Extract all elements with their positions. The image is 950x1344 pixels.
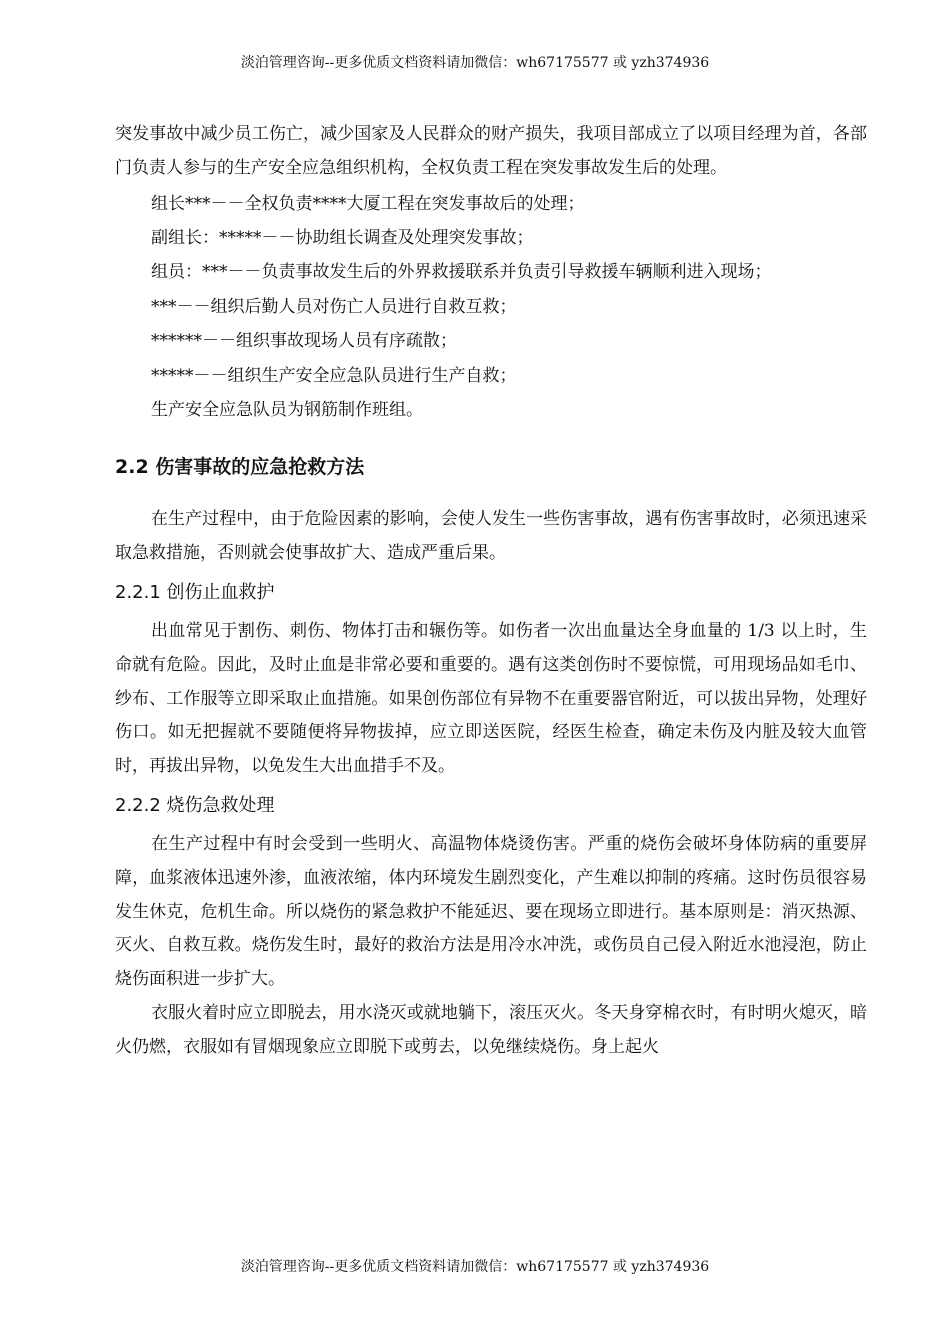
section-2-2-2-heading: 2.2.2 烧伤急救处理 bbox=[115, 795, 275, 817]
page-footer: 淡泊管理咨询--更多优质文档资料请加微信：wh67175577 或 yzh374936 bbox=[240, 1259, 710, 1275]
org-line-self-rescue: *****－－组织生产安全应急队员进行生产自救； bbox=[151, 365, 517, 386]
section-2-2-paragraph: 在生产过程中，由于危险因素的影响，会使人发生一些伤害事故，遇有伤害事故时，必须迅速采取急救措施，否则就会使事故扩大、造成严重后果。 bbox=[115, 509, 867, 564]
document-body bbox=[115, 118, 867, 1065]
org-line-member: 组员：***－－负责事故发生后的外界救援联系并负责引导救援车辆顺利进入现场； bbox=[151, 262, 772, 283]
section-2-2-1-paragraph: 出血常见于割伤、刺伤、物体打击和辗伤等。如伤者一次出血量达全身血量的 1/3 以上时，生命就有危险。因此，及时止血是非常必要和重要的。遇有这类创伤时不要惊慌，可用现场品如毛巾、纱布、工作服等立即采取止血措施。如果创伤部位有异物不在重要器官附近，可以拔出异物，处理好伤口。如无把握就不要随便将异物拔掉，应立即送医院，经医生检查，确定未伤及内脏及较大血管时，再拔出异物，以免发生大出血措手不及。 bbox=[115, 621, 867, 777]
org-line-logistics: ***－－组织后勤人员对伤亡人员进行自救互救； bbox=[151, 296, 517, 317]
org-line-leader: 组长***－－全权负责****大厦工程在突发事故后的处理； bbox=[151, 193, 585, 214]
org-line-team: 生产安全应急队员为钢筋制作班组。 bbox=[151, 400, 423, 421]
org-line-deputy: 副组长：*****－－协助组长调查及处理突发事故； bbox=[151, 228, 534, 248]
org-line-evacuation: ******－－组织事故现场人员有序疏散； bbox=[151, 331, 457, 352]
section-2-2-1-heading: 2.2.1 创伤止血救护 bbox=[115, 582, 275, 604]
section-2-2-2-paragraph-1: 在生产过程中有时会受到一些明火、高温物体烧烫伤害。严重的烧伤会破坏身体防病的重要屏障，血浆液体迅速外渗，血液浓缩，体内环境发生剧烈变化，产生难以抑制的疼痛。这时伤员很容易发生休克，危机生命。所以烧伤的紧急救护不能延迟、要在现场立即进行。基本原则是：消灭热源、灭火、自救互救。烧伤发生时，最好的救治方法是用冷水冲洗，或伤员自己侵入附近水池浸泡，防止烧伤面积进一步扩大。 bbox=[115, 834, 867, 990]
intro-paragraph: 突发事故中减少员工伤亡，减少国家及人民群众的财产损失，我项目部成立了以项目经理为首，各部门负责人参与的生产安全应急组织机构，全权负责工程在突发事故发生后的处理。 bbox=[115, 124, 867, 178]
organization-list bbox=[115, 187, 867, 428]
section-2-2-heading: 2.2 伤害事故的应急抢救方法 bbox=[115, 456, 365, 479]
page-header: 淡泊管理咨询--更多优质文档资料请加微信：wh67175577 或 yzh374936 bbox=[240, 55, 710, 71]
section-2-2-2-paragraph-2: 衣服火着时应立即脱去，用水浇灭或就地躺下，滚压灭火。冬天身穿棉衣时，有时明火熄灭，暗火仍燃，衣服如有冒烟现象应立即脱下或剪去，以免继续烧伤。身上起火 bbox=[115, 1003, 867, 1057]
